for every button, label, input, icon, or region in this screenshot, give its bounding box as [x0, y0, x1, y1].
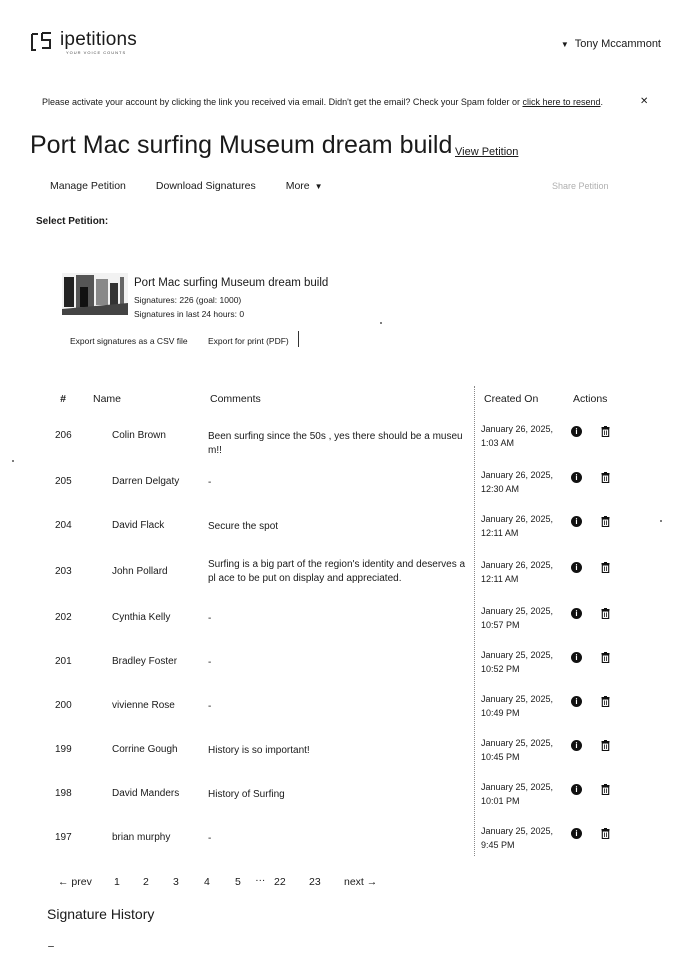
info-icon[interactable]: i [571, 426, 582, 437]
petition-signatures: Signatures: 226 (goal: 1000) [134, 295, 242, 305]
trash-icon[interactable] [601, 562, 610, 573]
select-petition-label: Select Petition: [36, 216, 109, 227]
pagination-page[interactable]: 1 [114, 876, 120, 888]
signer-comment: History of Surfing [208, 789, 285, 800]
signer-name: Bradley Foster [112, 656, 178, 667]
table-row [0, 468, 687, 512]
created-on [481, 780, 561, 808]
tab-more-label: More [285, 180, 310, 192]
signer-comment: Been surfing since the 50s , yes there should be a museu m!! [208, 431, 463, 456]
created-time: 12:11 AM [481, 528, 519, 538]
column-header-num: # [60, 393, 66, 405]
row-number: 201 [55, 656, 72, 667]
table-row [0, 558, 687, 602]
pagination-prev[interactable]: ← prev [58, 876, 92, 888]
notice-end: . [600, 97, 604, 107]
trash-icon[interactable] [601, 740, 610, 751]
pagination-page[interactable]: 2 [143, 876, 149, 888]
trash-icon[interactable] [601, 472, 610, 483]
pagination-page[interactable]: 5 [235, 876, 241, 888]
scan-speck [12, 460, 14, 462]
pagination-ellipsis: … [255, 872, 266, 884]
table-row [0, 648, 687, 692]
pagination-page[interactable]: 3 [173, 876, 179, 888]
info-icon[interactable]: i [571, 652, 582, 663]
signer-name: David Flack [112, 520, 165, 531]
created-time: 12:30 AM [481, 484, 520, 494]
signer-comment: Secure the spot [208, 521, 279, 532]
table-row [0, 824, 687, 868]
created-time: 10:49 PM [481, 708, 520, 718]
created-time: 10:45 PM [481, 752, 520, 762]
trash-icon[interactable] [601, 784, 610, 795]
share-petition-link[interactable]: Share Petition [552, 181, 609, 191]
pagination [0, 872, 687, 894]
trash-icon[interactable] [601, 608, 610, 619]
row-number: 205 [55, 476, 72, 487]
created-date: January 25, 2025, [481, 782, 554, 792]
created-date: January 26, 2025, [481, 560, 554, 570]
created-on [481, 468, 561, 496]
trash-icon[interactable] [601, 828, 610, 839]
logo-text: ipetitions [60, 29, 137, 50]
created-date: January 26, 2025, [481, 514, 554, 524]
signer-comment: - [208, 657, 212, 668]
created-date: January 26, 2025, [481, 424, 554, 434]
column-header-actions: Actions [573, 393, 608, 405]
signer-name: Colin Brown [112, 430, 166, 441]
pagination-page[interactable]: 23 [309, 876, 321, 888]
row-number: 197 [55, 832, 72, 843]
petition-card-title[interactable]: Port Mac surfing Museum dream build [134, 277, 329, 289]
logo-mark-icon [30, 30, 54, 54]
created-time: 9:45 PM [481, 840, 515, 850]
info-icon[interactable]: i [571, 608, 582, 619]
row-number: 199 [55, 744, 72, 755]
created-on [481, 736, 561, 764]
created-time: 10:01 PM [481, 796, 520, 806]
created-time: 1:03 AM [481, 438, 515, 448]
row-number: 198 [55, 788, 72, 799]
row-number: 200 [55, 700, 72, 711]
signer-name: vivienne Rose [112, 700, 175, 711]
created-on [481, 422, 561, 450]
logo-tagline: YOUR VOICE COUNTS [66, 50, 127, 55]
scan-speck [380, 322, 382, 324]
created-on [481, 824, 561, 852]
export-pdf-button[interactable]: Export for print (PDF) [208, 336, 289, 346]
export-csv-button[interactable]: Export signatures as a CSV file [70, 336, 188, 346]
column-header-comments: Comments [210, 393, 261, 405]
row-number: 202 [55, 612, 72, 623]
created-on [481, 512, 561, 540]
signer-name: Cynthia Kelly [112, 612, 171, 623]
created-time: 10:57 PM [481, 620, 520, 630]
close-icon[interactable]: ✕ [640, 96, 649, 107]
table-row [0, 422, 687, 466]
signer-comment: - [208, 833, 212, 844]
activation-notice [42, 97, 603, 107]
petition-signatures-24h: Signatures in last 24 hours: 0 [134, 309, 245, 319]
text-cursor [298, 331, 299, 347]
caret-down-icon: ▼ [314, 181, 323, 191]
created-date: January 25, 2025, [481, 650, 554, 660]
table-row [0, 736, 687, 780]
table-row [0, 692, 687, 736]
tab-more[interactable] [286, 180, 323, 192]
table-row [0, 604, 687, 648]
signer-name: Corrine Gough [112, 744, 178, 755]
info-icon[interactable]: i [571, 562, 582, 573]
signature-history-title: Signature History [47, 906, 155, 922]
scan-speck [48, 946, 54, 947]
signer-comment: History is so important! [208, 745, 310, 756]
signer-comment: - [208, 477, 212, 488]
row-number: 203 [55, 566, 72, 577]
petition-thumbnail [62, 273, 128, 315]
trash-icon[interactable] [601, 426, 610, 437]
signer-name: David Manders [112, 788, 180, 799]
created-on [481, 648, 561, 676]
caret-down-icon: ▼ [560, 39, 569, 49]
tab-download-signatures[interactable]: Download Signatures [155, 180, 256, 192]
pagination-page[interactable]: 22 [274, 876, 286, 888]
created-date: January 25, 2025, [481, 738, 554, 748]
created-date: January 25, 2025, [481, 826, 554, 836]
trash-icon[interactable] [601, 696, 610, 707]
column-header-name: Name [93, 393, 122, 405]
signer-name: Darren Delgaty [112, 476, 180, 487]
trash-icon[interactable] [601, 652, 610, 663]
created-date: January 25, 2025, [481, 694, 554, 704]
info-icon[interactable]: i [571, 784, 582, 795]
signer-comment: - [208, 613, 212, 624]
created-on [481, 558, 561, 586]
trash-icon[interactable] [601, 516, 610, 527]
row-number: 204 [55, 520, 72, 531]
table-row [0, 512, 687, 556]
info-icon[interactable]: i [571, 516, 582, 527]
signer-name: John Pollard [112, 566, 168, 577]
page-title: Port Mac surfing Museum dream build [30, 131, 453, 159]
created-date: January 26, 2025, [481, 470, 554, 480]
view-petition-link[interactable]: View Petition [455, 146, 519, 158]
notice-text: Please activate your account by clicking the link you received via email. Didn't get the email? Check your Spam folder or [42, 97, 523, 107]
created-time: 12:11 AM [481, 574, 519, 584]
row-number: 206 [55, 430, 72, 441]
created-date: January 25, 2025, [481, 606, 554, 616]
signer-name: brian murphy [112, 832, 171, 843]
tab-manage-petition[interactable]: Manage Petition [50, 180, 126, 192]
info-icon[interactable]: i [571, 828, 582, 839]
created-time: 10:52 PM [481, 664, 520, 674]
user-name: Tony Mccammont [574, 38, 661, 50]
user-menu[interactable] [561, 38, 661, 50]
column-header-created-on: Created On [484, 393, 539, 405]
info-icon[interactable]: i [571, 740, 582, 751]
signer-comment: Surfing is a big part of the region's identity and deserves a pl ace to be put on display and appreciated. [208, 559, 466, 584]
created-on [481, 692, 561, 720]
pagination-next[interactable]: next → [344, 876, 378, 888]
info-icon[interactable]: i [571, 696, 582, 707]
signer-comment: - [208, 701, 212, 712]
info-icon[interactable]: i [571, 472, 582, 483]
resend-link[interactable]: click here to resend [522, 97, 601, 107]
scan-speck [660, 520, 662, 522]
petition-tabs [50, 180, 353, 192]
pagination-page[interactable]: 4 [204, 876, 210, 888]
table-row [0, 780, 687, 824]
created-on [481, 604, 561, 632]
